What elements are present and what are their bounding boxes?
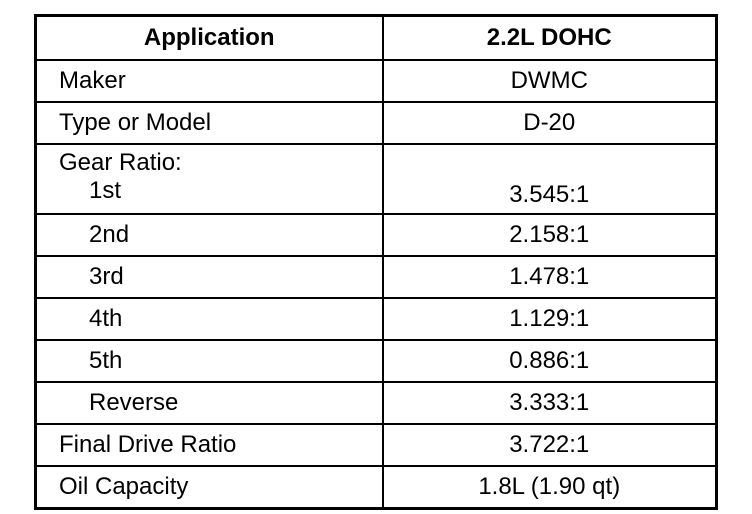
table-header-row (36, 16, 717, 61)
gear-reverse-value: 3.333:1 (383, 382, 717, 424)
gear-2nd-label: 2nd (36, 214, 383, 256)
gear-1st-label: 1st (89, 177, 122, 204)
table-row-gear-5th (36, 340, 717, 382)
table-row-gear-1st (36, 144, 717, 214)
specifications-table (34, 14, 718, 510)
header-application: Application (36, 16, 383, 61)
gear-2nd-value: 2.158:1 (383, 214, 717, 256)
gear-5th-value: 0.886:1 (383, 340, 717, 382)
gear-5th-label: 5th (36, 340, 383, 382)
model-value: D-20 (383, 102, 717, 144)
gear-4th-value: 1.129:1 (383, 298, 717, 340)
oil-capacity-value: 1.8L (1.90 qt) (383, 466, 717, 509)
gear-4th-label: 4th (36, 298, 383, 340)
final-drive-value: 3.722:1 (383, 424, 717, 466)
table-row-final-drive (36, 424, 717, 466)
table-row-oil-capacity (36, 466, 717, 509)
table-row-maker (36, 60, 717, 102)
gear-3rd-value: 1.478:1 (383, 256, 717, 298)
model-label: Type or Model (36, 102, 383, 144)
gear-ratio-cell (36, 144, 383, 214)
maker-value: DWMC (383, 60, 717, 102)
table-row-gear-4th (36, 298, 717, 340)
maker-label: Maker (36, 60, 383, 102)
gear-1st-value: 3.545:1 (383, 144, 717, 214)
table-row-gear-reverse (36, 382, 717, 424)
table-row-gear-2nd (36, 214, 717, 256)
final-drive-label: Final Drive Ratio (36, 424, 383, 466)
table-row-model (36, 102, 717, 144)
gear-3rd-label: 3rd (36, 256, 383, 298)
gear-reverse-label: Reverse (36, 382, 383, 424)
gear-ratio-label: Gear Ratio: (59, 149, 182, 176)
table-row-gear-3rd (36, 256, 717, 298)
oil-capacity-label: Oil Capacity (36, 466, 383, 509)
header-engine: 2.2L DOHC (383, 16, 717, 61)
